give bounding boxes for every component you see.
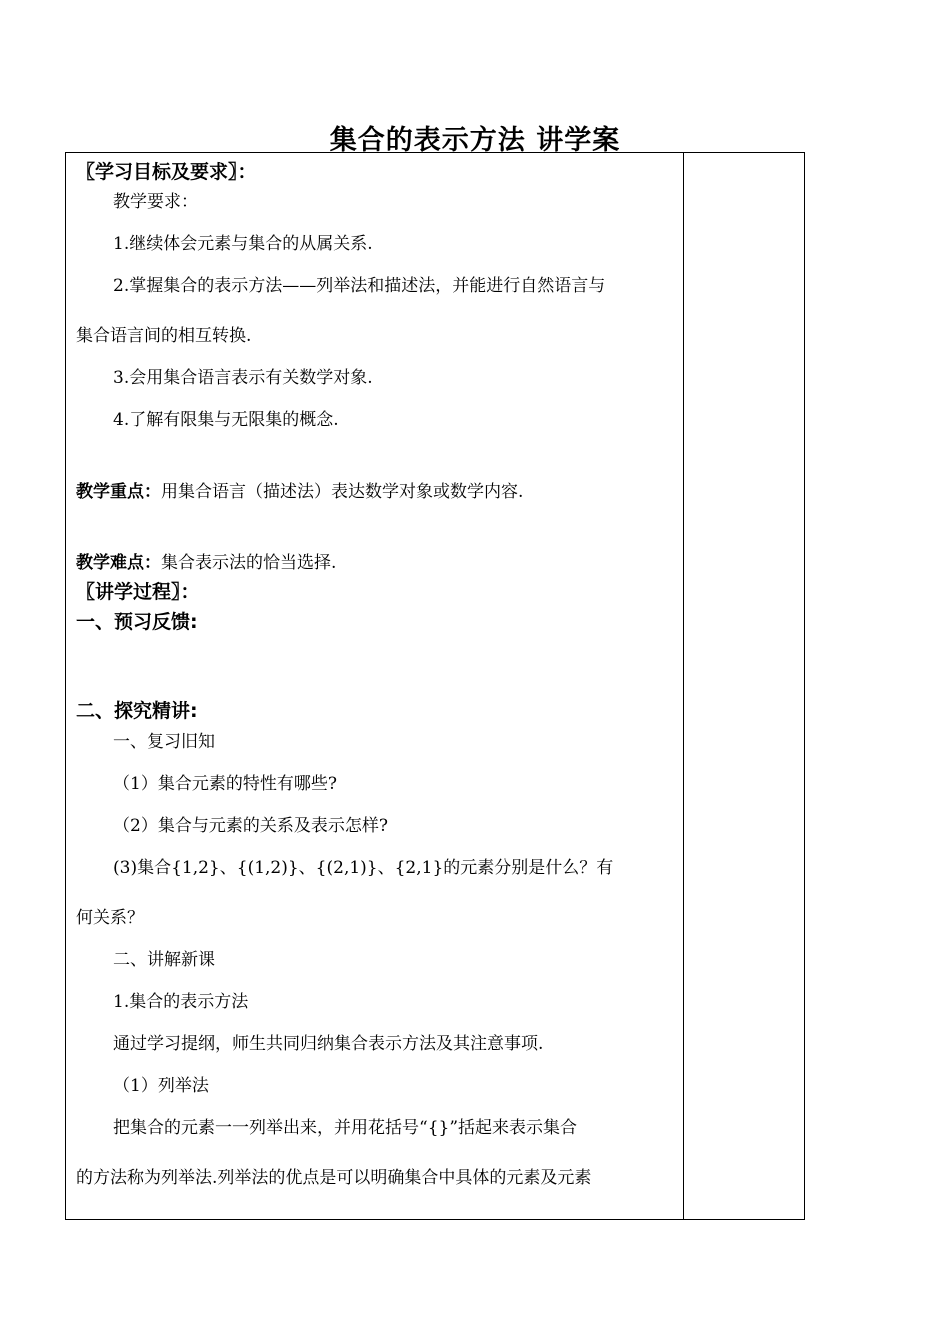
paragraph-outline: 通过学习提纲，师生共同归纳集合表示方法及其注意事项. <box>113 1034 544 1054</box>
method-enumeration-heading: （1）列举法 <box>113 1076 209 1096</box>
objective-2-line1: 2.掌握集合的表示方法——列举法和描述法，并能进行自然语言与 <box>113 276 606 296</box>
objective-1: 1.继续体会元素与集合的从属关系. <box>113 234 373 254</box>
review-heading: 一、复习旧知 <box>113 732 215 752</box>
subsection-title: 1.集合的表示方法 <box>113 992 249 1012</box>
explore-heading: 二、探究精讲: <box>76 700 198 722</box>
review-question-3-line1: (3)集合{1,2}、{(1,2)}、{(2,1)}、{2,1}的元素分别是什么？有 <box>113 858 614 878</box>
requirements-intro: 教学要求： <box>113 192 198 212</box>
preview-heading: 一、预习反馈: <box>76 611 198 633</box>
difficulty-text: 集合表示法的恰当选择. <box>161 553 337 573</box>
key-point-label: 教学重点： <box>76 482 161 502</box>
lesson-table <box>65 152 805 1220</box>
difficulty-point <box>76 548 336 573</box>
objective-2-line2: 集合语言间的相互转换. <box>76 326 252 346</box>
key-point <box>76 477 523 502</box>
process-heading: 〖讲学过程〗： <box>76 581 200 603</box>
review-question-3-line2: 何关系？ <box>76 908 144 928</box>
key-point-text: 用集合语言（描述法）表达数学对象或数学内容. <box>161 482 524 502</box>
column-divider <box>683 152 684 1219</box>
difficulty-label: 教学难点： <box>76 553 161 573</box>
objectives-heading: 〖学习目标及要求〗： <box>76 161 257 183</box>
paragraph-enumeration-line1: 把集合的元素一一列举出来，并用花括号“{}”括起来表示集合 <box>113 1118 578 1138</box>
review-question-1: （1）集合元素的特性有哪些? <box>113 774 337 794</box>
review-question-2: （2）集合与元素的关系及表示怎样? <box>113 816 388 836</box>
objective-4: 4.了解有限集与无限集的概念. <box>113 410 339 430</box>
paragraph-enumeration-line2: 的方法称为列举法.列举法的优点是可以明确集合中具体的元素及元素 <box>76 1168 592 1188</box>
new-lesson-heading: 二、讲解新课 <box>113 950 215 970</box>
objective-3: 3.会用集合语言表示有关数学对象. <box>113 368 373 388</box>
page-title: 集合的表示方法 讲学案 <box>329 125 621 156</box>
